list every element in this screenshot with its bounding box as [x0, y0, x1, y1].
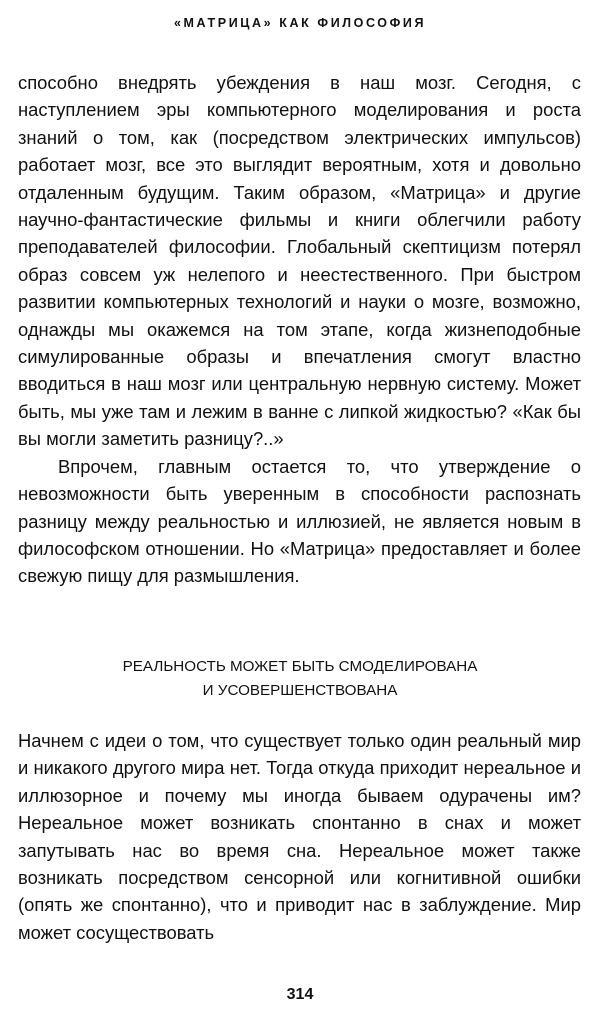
- section-heading-line: И УСОВЕРШЕНСТВОВАНА: [202, 682, 398, 699]
- section-heading: [0, 655, 600, 703]
- paragraph-continued: способно внедрять убеждения в наш мозг. Сегодня, с наступлением эры компьютерного моделирования и роста знаний о том, как (посредством электрических импульсов) работает мозг, все это выглядит вероятным, хотя и довольно отдаленным будущим. Таким образом, «Матрица» и другие научно-фантастические фильмы и книги облегчили работу преподавателей философии. Глобальный скептицизм потерял образ совсем уж нелепого и неестественного. При быстром развитии компьютерных технологий и науки о мозге, возможно, однажды мы окажемся на том этапе, когда жизнеподобные симулированные образы и впечатления смогут властно вводиться в наш мозг или центральную нервную систему. Может быть, мы уже там и лежим в ванне с липкой жидкостью? «Как бы вы могли заметить разницу?..»: [18, 72, 581, 450]
- paragraph: Впрочем, главным остается то, что утверждение о невозможности быть уверенным в способности распознать разницу между реальностью и иллюзией, не является новым в философском отношении. Но «Матрица» предоставляет и более свежую пищу для размышления.: [18, 455, 581, 587]
- paragraph-first: Начнем с идеи о том, что существует только один реальный мир и никакого другого мира нет. Тогда откуда приходит нереальное и иллюзорное и почему мы иногда бываем одурачены им? Нереальное может возникать спонтанно в снах и может запутывать нас во время сна. Нереальное может также возникать посредством сенсорной или когнитивной ошибки (опять же спонтанно), что и приводит нас в заблуждение. Мир может сосуществовать: [18, 730, 581, 943]
- body-text-top: [18, 69, 581, 590]
- running-header: «МАТРИЦА» КАК ФИЛОСОФИЯ: [173, 16, 427, 30]
- section-heading-line: РЕАЛЬНОСТЬ МОЖЕТ БЫТЬ СМОДЕЛИРОВАНА: [122, 658, 478, 675]
- page-number: 314: [286, 986, 314, 1003]
- body-text-bottom: [18, 727, 581, 946]
